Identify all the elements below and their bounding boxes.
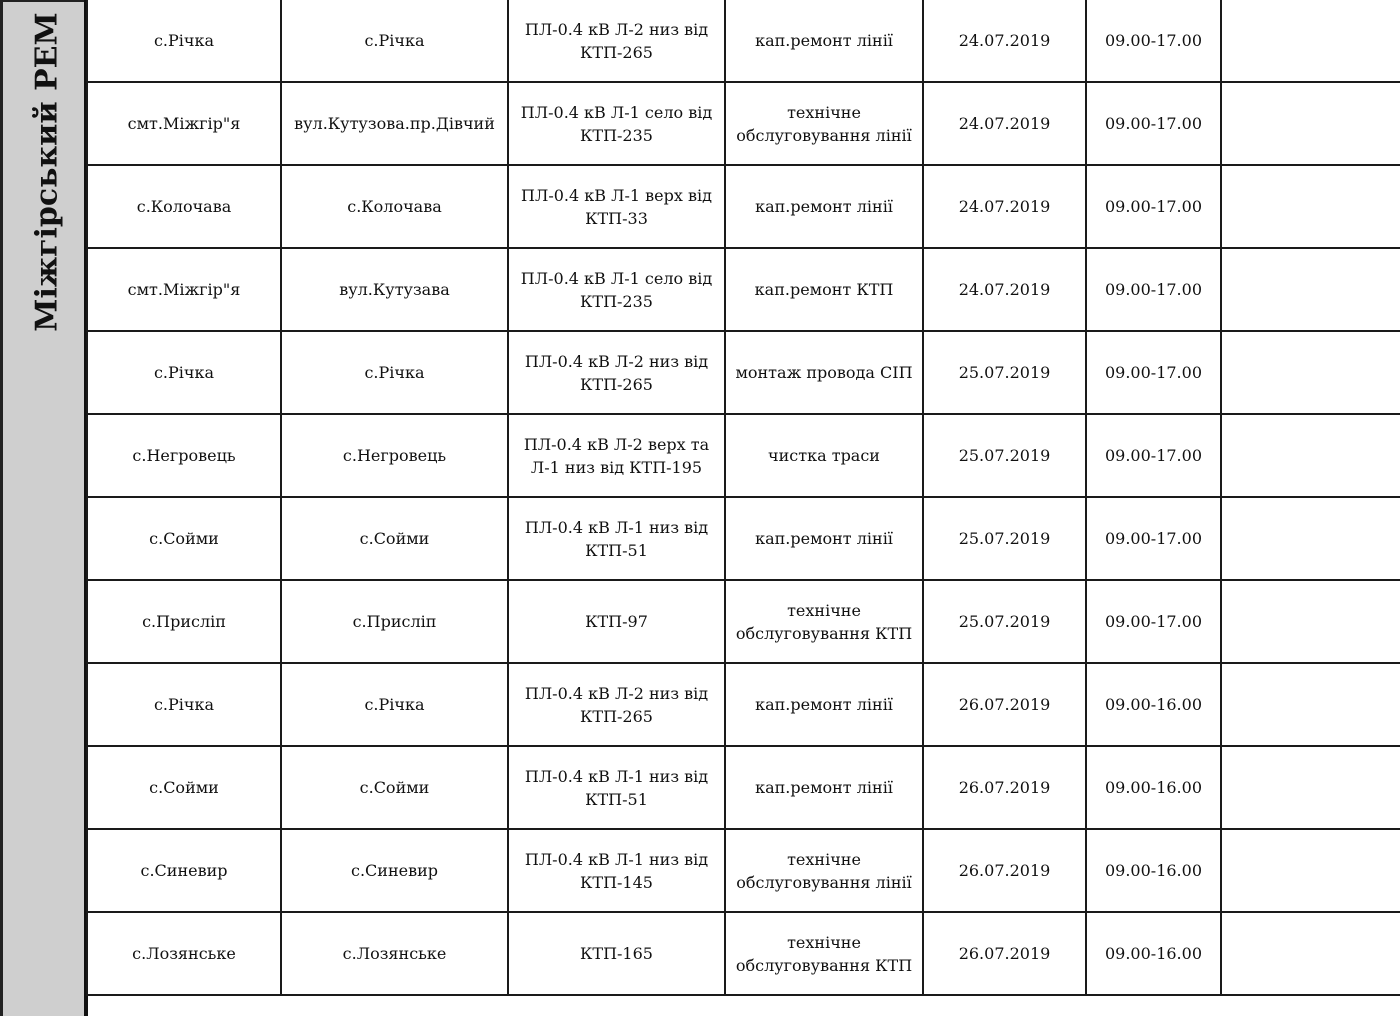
date-cell: 26.07.2019 — [923, 746, 1086, 829]
street-cell: с.Сойми — [281, 746, 508, 829]
street-cell: вул.Кутузова.пр.Дівчий — [281, 82, 508, 165]
note-cell — [1221, 829, 1400, 912]
work-type-cell: кап.ремонт лінії — [725, 746, 923, 829]
settlement-cell: с.Синевир — [87, 829, 281, 912]
settlement-cell: с.Річка — [87, 331, 281, 414]
settlement-cell: с.Сойми — [87, 497, 281, 580]
object-cell: ПЛ-0.4 кВ Л-2 низ від КТП-265 — [508, 663, 725, 746]
street-cell: с.Річка — [281, 0, 508, 82]
note-cell — [1221, 746, 1400, 829]
settlement-cell: с.Лозянське — [87, 912, 281, 995]
note-cell — [1221, 580, 1400, 663]
street-cell: вул.Кутузава — [281, 248, 508, 331]
street-cell: с.Лозянське — [281, 912, 508, 995]
date-cell: 25.07.2019 — [923, 331, 1086, 414]
object-cell: КТП-165 — [508, 912, 725, 995]
table-row — [87, 248, 1400, 331]
time-cell: 09.00-16.00 — [1086, 663, 1221, 746]
note-cell — [1221, 0, 1400, 82]
time-cell: 09.00-17.00 — [1086, 165, 1221, 248]
settlement-cell: с.Річка — [87, 663, 281, 746]
time-cell: 09.00-17.00 — [1086, 248, 1221, 331]
note-cell — [1221, 912, 1400, 995]
date-cell: 24.07.2019 — [923, 82, 1086, 165]
work-type-cell: технічне обслуговування лінії — [725, 829, 923, 912]
note-cell — [1221, 331, 1400, 414]
work-type-cell: кап.ремонт лінії — [725, 663, 923, 746]
date-cell: 24.07.2019 — [923, 165, 1086, 248]
district-label-panel — [0, 0, 84, 1016]
settlement-cell: с.Негровець — [87, 414, 281, 497]
street-cell: с.Сойми — [281, 497, 508, 580]
schedule-rows — [87, 0, 1400, 995]
date-cell: 24.07.2019 — [923, 0, 1086, 82]
object-cell: КТП-97 — [508, 580, 725, 663]
district-label: Міжгірський РЕМ — [29, 12, 65, 332]
object-cell: ПЛ-0.4 кВ Л-2 низ від КТП-265 — [508, 331, 725, 414]
settlement-cell: смт.Міжгір"я — [87, 248, 281, 331]
time-cell: 09.00-16.00 — [1086, 829, 1221, 912]
object-cell: ПЛ-0.4 кВ Л-1 село від КТП-235 — [508, 248, 725, 331]
table-row — [87, 0, 1400, 82]
table-row — [87, 663, 1400, 746]
object-cell: ПЛ-0.4 кВ Л-1 село від КТП-235 — [508, 82, 725, 165]
object-cell: ПЛ-0.4 кВ Л-1 верх від КТП-33 — [508, 165, 725, 248]
note-cell — [1221, 414, 1400, 497]
note-cell — [1221, 248, 1400, 331]
settlement-cell: смт.Міжгір"я — [87, 82, 281, 165]
date-cell: 25.07.2019 — [923, 580, 1086, 663]
street-cell: с.Річка — [281, 663, 508, 746]
table-row — [87, 829, 1400, 912]
table-row — [87, 912, 1400, 995]
work-type-cell: монтаж провода СІП — [725, 331, 923, 414]
work-type-cell: кап.ремонт лінії — [725, 0, 923, 82]
table-row — [87, 82, 1400, 165]
time-cell: 09.00-17.00 — [1086, 580, 1221, 663]
street-cell: с.Річка — [281, 331, 508, 414]
object-cell: ПЛ-0.4 кВ Л-1 низ від КТП-145 — [508, 829, 725, 912]
table-row — [87, 746, 1400, 829]
note-cell — [1221, 82, 1400, 165]
time-cell: 09.00-17.00 — [1086, 331, 1221, 414]
date-cell: 26.07.2019 — [923, 829, 1086, 912]
time-cell: 09.00-17.00 — [1086, 0, 1221, 82]
settlement-cell: с.Сойми — [87, 746, 281, 829]
work-type-cell: технічне обслуговування лінії — [725, 82, 923, 165]
date-cell: 25.07.2019 — [923, 497, 1086, 580]
table-row — [87, 331, 1400, 414]
table-row — [87, 497, 1400, 580]
note-cell — [1221, 165, 1400, 248]
date-cell: 26.07.2019 — [923, 912, 1086, 995]
time-cell: 09.00-17.00 — [1086, 497, 1221, 580]
table-row — [87, 580, 1400, 663]
work-type-cell: кап.ремонт лінії — [725, 497, 923, 580]
work-type-cell: кап.ремонт лінії — [725, 165, 923, 248]
object-cell: ПЛ-0.4 кВ Л-2 верх та Л-1 низ від КТП-195 — [508, 414, 725, 497]
settlement-cell: с.Річка — [87, 0, 281, 82]
time-cell: 09.00-16.00 — [1086, 912, 1221, 995]
time-cell: 09.00-16.00 — [1086, 746, 1221, 829]
work-type-cell: технічне обслуговування КТП — [725, 580, 923, 663]
note-cell — [1221, 663, 1400, 746]
time-cell: 09.00-17.00 — [1086, 82, 1221, 165]
work-type-cell: технічне обслуговування КТП — [725, 912, 923, 995]
date-cell: 26.07.2019 — [923, 663, 1086, 746]
object-cell: ПЛ-0.4 кВ Л-2 низ від КТП-265 — [508, 0, 725, 82]
note-cell — [1221, 497, 1400, 580]
street-cell: с.Синевир — [281, 829, 508, 912]
object-cell: ПЛ-0.4 кВ Л-1 низ від КТП-51 — [508, 746, 725, 829]
settlement-cell: с.Прислiп — [87, 580, 281, 663]
time-cell: 09.00-17.00 — [1086, 414, 1221, 497]
table-row — [87, 165, 1400, 248]
table-row — [87, 414, 1400, 497]
street-cell: с.Колочава — [281, 165, 508, 248]
object-cell: ПЛ-0.4 кВ Л-1 низ від КТП-51 — [508, 497, 725, 580]
street-cell: с.Негровець — [281, 414, 508, 497]
street-cell: с.Прислiп — [281, 580, 508, 663]
schedule-table — [86, 0, 1400, 996]
date-cell: 25.07.2019 — [923, 414, 1086, 497]
work-type-cell: чистка траси — [725, 414, 923, 497]
settlement-cell: с.Колочава — [87, 165, 281, 248]
date-cell: 24.07.2019 — [923, 248, 1086, 331]
work-type-cell: кап.ремонт КТП — [725, 248, 923, 331]
